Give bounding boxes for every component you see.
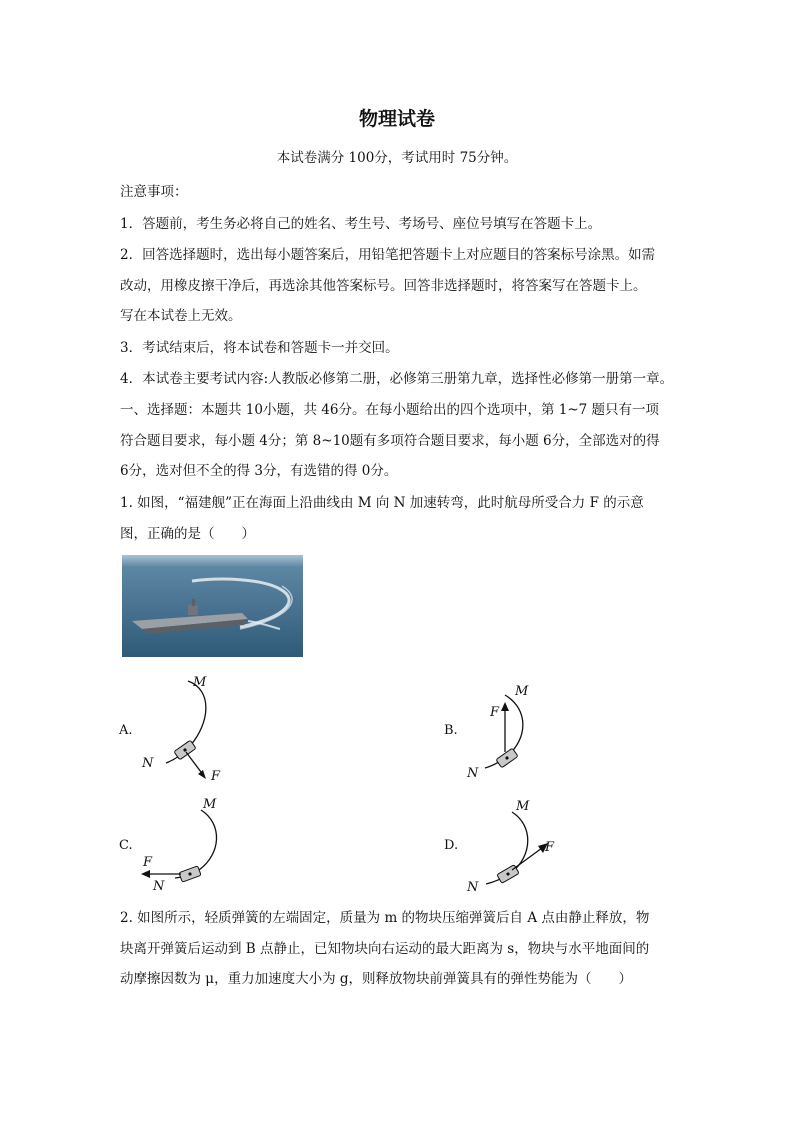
label-f: F [211, 769, 221, 784]
option-b-diagram [465, 680, 565, 790]
label-m: M [203, 797, 217, 812]
label-n: N [153, 879, 165, 894]
section-instructions: 6分，选对但不全的得 3分，有选错的得 0分。 [120, 463, 398, 479]
note-line: 改动，用橡皮擦干净后，再选涂其他答案标号。回答非选择题时，将答案写在答题卡上。 [120, 278, 647, 294]
label-f: F [143, 855, 153, 870]
label-f: F [490, 705, 500, 720]
question-2-stem: 块离开弹簧后运动到 B 点静止，已知物块向右运动的最大距离为 s，物块与水平地面间的 [120, 941, 650, 957]
question-1-stem: 图，正确的是（ ） [120, 526, 255, 542]
option-a-diagram [138, 668, 248, 788]
option-b-label: B. [444, 723, 458, 738]
label-m: M [193, 675, 207, 690]
section-instructions: 符合题目要求，每小题 4分；第 8~10题有多项符合题目要求，每小题 6分，全部选对的得 [120, 433, 660, 449]
option-d-label: D. [444, 838, 459, 853]
note-line: 写在本试卷上无效。 [120, 308, 242, 324]
option-c-diagram [135, 794, 245, 894]
option-c-label: C. [119, 838, 133, 853]
note-line: 4．本试卷主要考试内容:人教版必修第二册，必修第三册第九章，选择性必修第一册第一章。 [120, 371, 674, 387]
notes-heading: 注意事项： [120, 184, 188, 200]
label-n: N [142, 756, 154, 771]
question-1-stem: 1. 如图，“福建舰”正在海面上沿曲线由 M 向 N 加速转弯，此时航母所受合力 F 的示意 [120, 495, 644, 511]
exam-info: 本试卷满分 100分，考试用时 75分钟。 [276, 150, 518, 166]
option-d-diagram [464, 794, 574, 894]
label-f: F [545, 840, 555, 855]
page-title: 物理试卷 [358, 108, 435, 130]
label-m: M [515, 684, 529, 699]
note-line: 1．答题前，考生务必将自己的姓名、考生号、考场号、座位号填写在答题卡上。 [120, 216, 602, 232]
question-2-stem: 动摩擦因数为 μ，重力加速度大小为 g，则释放物块前弹簧具有的弹性势能为（ ） [120, 971, 632, 987]
label-n: N [467, 766, 479, 781]
label-m: M [516, 799, 530, 814]
note-line: 3．考试结束后，将本试卷和答题卡一并交回。 [120, 340, 399, 356]
question-2-stem: 2. 如图所示，轻质弹簧的左端固定，质量为 m 的物块压缩弹簧后自 A 点由静止释放，物 [120, 910, 650, 926]
note-line: 2．回答选择题时，选出每小题答案后，用铅笔把答题卡上对应题目的答案标号涂黑。如需 [120, 247, 656, 263]
section-instructions: 一、选择题：本题共 10小题，共 46分。在每小题给出的四个选项中，第 1~7 题只有一项 [120, 402, 660, 418]
option-a-label: A. [119, 723, 133, 738]
carrier-photo [122, 555, 303, 657]
label-n: N [467, 880, 479, 894]
